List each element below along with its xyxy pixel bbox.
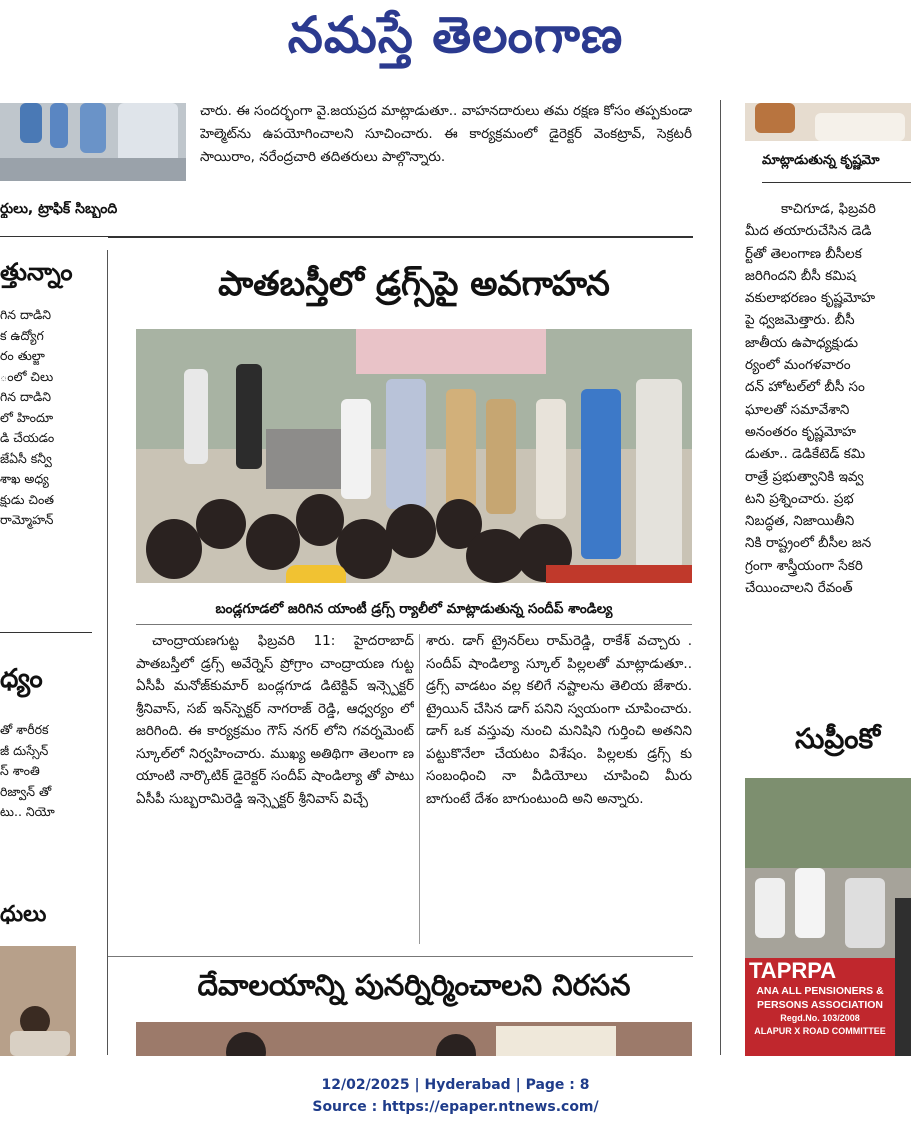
main-photo	[136, 329, 692, 583]
right-line: చేయించాలని రేవంత్	[745, 580, 853, 597]
right-top-caption: మాట్లాడుతున్న కృష్ణమో	[762, 153, 880, 168]
footer	[0, 1074, 911, 1118]
left-line: క ఉద్యోగ	[0, 327, 44, 343]
left-line: లో హిందూ	[0, 409, 54, 425]
banner-line-1: TAPRPA	[749, 958, 837, 983]
left-line: శాఖ అధ్య	[0, 471, 49, 486]
right-line: ర్ట్‌తో తెలంగాణ బీసీలక	[745, 245, 862, 262]
right-caption-rule	[762, 182, 911, 183]
right-top-photo	[745, 103, 911, 141]
second-headline: దేవాలయాన్ని పునర్నిర్మించాలని నిరసన	[197, 968, 631, 1002]
left-headline-3: ధులు	[0, 902, 47, 927]
banner-line-4: Regd.No. 103/2008	[780, 1013, 860, 1023]
right-line: గ్రంగా శాస్త్రీయంగా సేకరి	[745, 557, 863, 574]
right-line: జరిగిందని బీసీ కమిష	[745, 267, 857, 284]
footer-source: Source : https://epaper.ntnews.com/	[312, 1099, 599, 1115]
right-line: కాచిగూడ, ఫిబ్రవరి	[781, 201, 876, 217]
banner-line-2: ANA ALL PENSIONERS &	[756, 985, 884, 997]
right-line: ర్యంలో మంగళవారం	[745, 357, 851, 374]
main-story-column-divider	[419, 634, 420, 944]
banner-line-5: ALAPUR X ROAD COMMITTEE	[754, 1026, 886, 1036]
right-line: పై ధ్వజమెత్తారు. బీసీ	[745, 312, 855, 329]
left-rule-1	[0, 632, 92, 633]
right-column-text	[745, 198, 911, 599]
left-line: గిన దాడిని	[0, 389, 52, 404]
left-line: క్షుడు చింత	[0, 491, 55, 507]
second-story-rule	[108, 956, 693, 957]
right-line: అనంతరం కృష్ణమోహ	[745, 423, 856, 440]
main-story-column-1: చాంద్రాయణగుట్ట ఫిబ్రవరి 11: హైదరాబాద్ పాతబస్తీలో డ్రగ్స్ అవేర్నెస్ ప్రోగ్రాం చాంద్రాయణ గుట్ట ఏసీపీ మనోజ్‌కుమార్ బండ్లగూడ డిటెక్టివ్ ఇన్స్పెక్టర్ శ్రీనివాస్, సబ్ ఇన్‌స్పెక్టర్ నాగరాజ్ రెడ్డి, ఆధ్వర్యం లో జరిగింది. ఈ కార్యక్రమం గౌస్ నగర్ లోని గవర్నమెంట్ స్కూల్‌లో నిర్వహించారు. ముఖ్య అతిథిగా తెలంగా ణ యాంటి నార్కొటిక్ డైరెక్టర్ సందీప్ షాండిల్యా తో పాటు ఏసీపీ సుబ్బరామిరెడ్డి ఇన్స్పెక్టర్ శ్రీనివాస్ విచ్చే	[136, 633, 414, 807]
top-center-rule	[108, 236, 693, 238]
right-headline: సుప్రీంకో	[795, 722, 881, 755]
left-line: తో శారీరక	[0, 722, 49, 737]
right-line: రాత్రే ప్రభుత్వానికి ఇవ్వ	[745, 468, 864, 485]
masthead	[0, 0, 911, 80]
right-line: జాతీయ ఉపాధ్యక్షుడు	[745, 334, 859, 351]
right-line: ఘాలతో సమావేశాని	[745, 401, 850, 418]
main-headline: పాతబస్తీలో డ్రగ్స్‌పై అవగాహన	[218, 264, 610, 304]
left-headline-1: త్తున్నాం	[0, 258, 73, 286]
protest-banner	[745, 958, 895, 1056]
main-caption-rule	[136, 624, 692, 625]
top-center-text: చారు. ఈ సందర్భంగా వై.జయప్రద మాట్లాడుతూ.. వాహనదారులు తమ రక్షణ కోసం తప్పకుండా హెల్మెట్‌ను ఉపయోగించాలని సూచించారు. ఈ కార్యక్రమంలో డైరెక్టర్ వెంకట్రావ్, సెక్రటరీ సాయిరాం, నరేంద్రచారి తదితరులు పాల్గొన్నారు.	[200, 103, 692, 165]
right-line: నిబద్ధత, నిజాయితీని	[745, 513, 855, 530]
left-lines-2	[0, 720, 76, 823]
masthead-title: నమస్తే తెలంగాణ	[287, 6, 624, 64]
top-left-photo	[0, 103, 186, 181]
right-line: డుతూ.. డెడికేటెడ్ కమి	[745, 446, 866, 463]
right-bottom-photo	[745, 778, 911, 1056]
right-line: మీద తయారుచేసిన డెడి	[745, 223, 872, 240]
column-divider-right	[720, 100, 721, 1055]
left-line: టు.. నియో	[0, 804, 55, 819]
left-line: డి చేయడం	[0, 430, 55, 445]
left-bottom-photo	[0, 946, 76, 1056]
right-line: టని ప్రశ్నించారు. ప్రభ	[745, 490, 854, 507]
left-line: గిన దాడిని	[0, 307, 52, 322]
column-divider-left	[107, 250, 108, 1055]
banner-line-3: PERSONS ASSOCIATION	[756, 999, 883, 1011]
left-line: స్ శాంతి	[0, 763, 40, 778]
left-line: రం తుల్జా	[0, 348, 45, 363]
top-left-caption: ర్థులు, ట్రాఫిక్ సిబ్బంది	[0, 201, 118, 217]
left-line: జేఏసీ కన్వీ	[0, 450, 52, 466]
left-line: జీ దుస్సేన్	[0, 742, 49, 758]
right-line: నికి రాష్ట్రంలో బీసీల జన	[745, 535, 872, 552]
footer-date-location: 12/02/2025 | Hyderabad | Page : 8	[321, 1077, 590, 1093]
main-story-column-2: శారు. డాగ్ ట్రైనర్‌లు రామ్‌రెడ్డి, రాకేశ్ వచ్చారు . సందీప్ షాండిల్యా స్కూల్ పిల్లలతో మాట్లాడుతూ.. డ్రగ్స్ వాడటం వల్ల కలిగే నష్టాలను తెలియ జేశారు. ట్రైయిన్ చేసిన డాగ్ పనిని స్వయంగా చూపించారు. డాగ్ ఒక వస్తువు నుంచి మనిషిని గుర్తించి అతనిని పట్టుకొనేలా చేయటం విశేషం. పిల్లలకు డ్రగ్స్ కు సంబంధించి నా వీడియోలు చూపించి మీరు బాగుంటే దేశం బాగుంటుంది అని అన్నారు.	[426, 633, 692, 807]
left-line: ంలో చిలు	[0, 368, 54, 384]
main-photo-caption: బండ్లగూడలో జరిగిన యాంటీ డ్రగ్స్ ర్యాలీలో మాట్లాడుతున్న సందీప్ శాండిల్య	[215, 601, 613, 617]
left-headline-2: ధ్యం	[0, 664, 43, 694]
left-line: రామ్మోహన్	[0, 512, 54, 527]
right-line: వకులాభరణం కృష్ణమోహ	[745, 290, 876, 307]
second-story-photo	[136, 1022, 692, 1056]
right-line: దన్ హోటల్‌లో బీసీ సం	[745, 379, 865, 396]
left-lines-1	[0, 305, 76, 531]
left-line: రిజ్వాన్ తో	[0, 783, 52, 799]
